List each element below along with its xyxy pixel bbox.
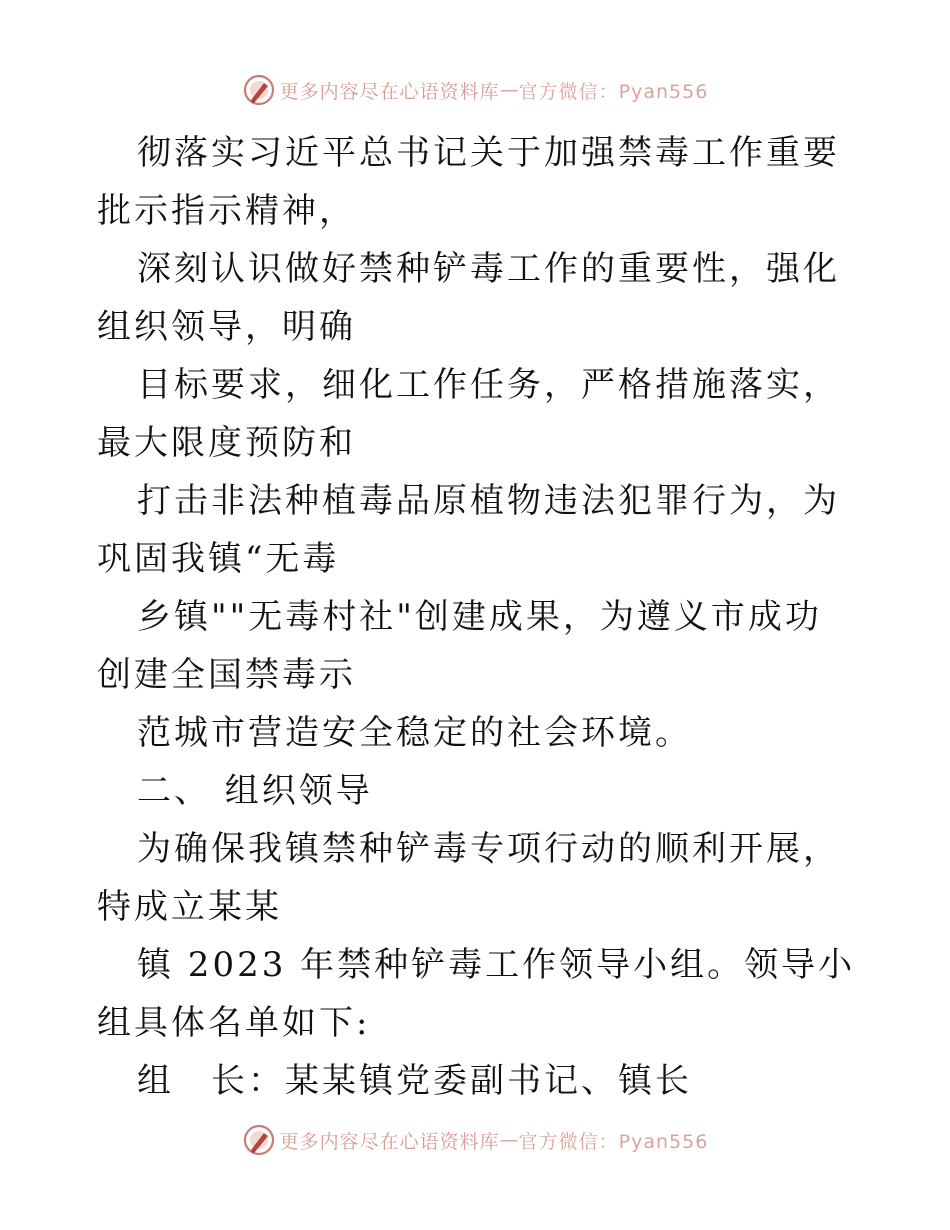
paragraph-9: 组 长：某某镇党委副书记、镇长: [137, 1061, 692, 1101]
watermark-header: [0, 70, 950, 110]
paragraph-2: 深刻认识做好禁种铲毒工作的重要性，强化组织领导，明确: [97, 249, 840, 347]
paragraph-1: 彻落实习近平总书记关于加强禁毒工作重要批示指示精神，: [97, 133, 840, 231]
paragraph-5: 乡镇""无毒村社"创建成果，为遵义市成功创建全国禁毒示: [97, 597, 822, 695]
paragraph-7: 为确保我镇禁种铲毒专项行动的顺利开展，特成立某某: [97, 829, 840, 927]
paragraph-6: 范城市营造安全稳定的社会环境。: [137, 713, 692, 753]
watermark-brand: 更多内容尽在心语资料库: [279, 80, 500, 103]
document-body: [97, 124, 857, 1110]
watermark-account: 官方微信：Pyan556: [518, 1130, 709, 1153]
watermark-separator: —: [499, 79, 519, 101]
pen-circle-logo-icon: [242, 1123, 276, 1157]
paragraph-3: 目标要求，细化工作任务，严格措施落实，最大限度预防和: [97, 365, 840, 463]
watermark-separator: —: [499, 1129, 519, 1151]
section-heading: 二、 组织领导: [137, 771, 373, 811]
paragraph-4: 打击非法种植毒品原植物违法犯罪行为，为巩固我镇“无毒: [97, 481, 840, 579]
paragraph-8: 镇 2023 年禁种铲毒工作领导小组。领导小组具体名单如下:: [97, 945, 856, 1043]
pen-circle-logo-icon: [242, 73, 276, 107]
watermark-account: 官方微信：Pyan556: [518, 80, 709, 103]
watermark-footer: [0, 1120, 950, 1160]
watermark-brand: 更多内容尽在心语资料库: [279, 1130, 500, 1153]
